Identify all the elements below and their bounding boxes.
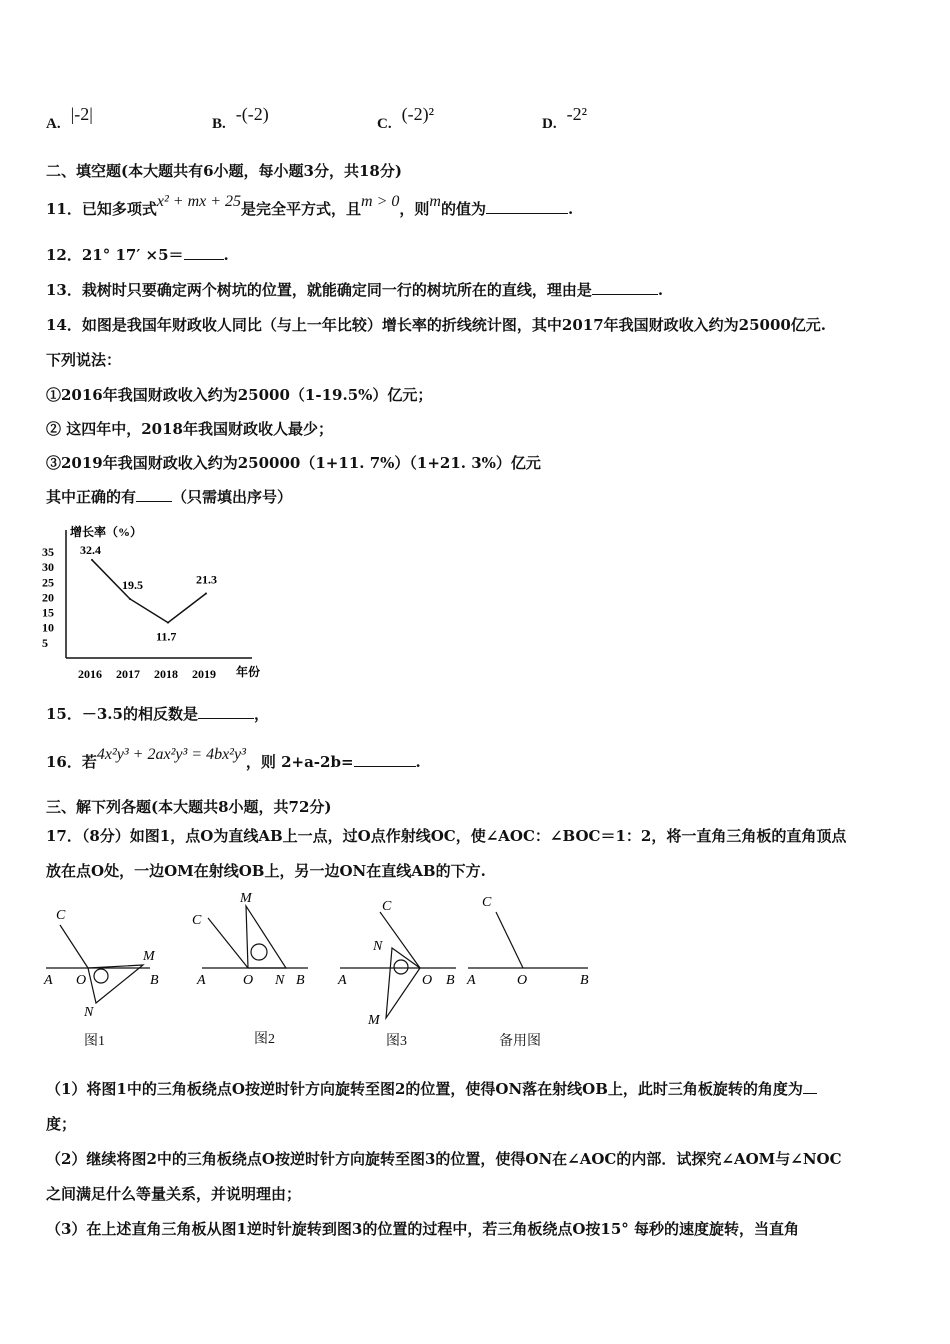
data-point [129,598,131,600]
q14-statement-2: ② 这四年中，2018年我国财政收人最少； [46,420,333,438]
option-b [212,104,269,133]
q17-part-3: （3）在上述直角三角板从图1逆时针旋转到图3的位置的过程中，若三角板绕点O按15° 每秒的速度旋转，当直角 [46,1220,799,1238]
q17-part-1-text: （1）将图1中的三角板绕点O按逆时针方向旋转至图2的位置，使得ON落在射线OB上，此时三角板旋转的角度为 [46,1080,803,1098]
label-c: C [56,908,66,923]
label-o: O [243,973,254,988]
question-11: 11．已知多项式x² + mx + 25是完全平方式，且m > 0，则m的值为 . [46,193,574,218]
q14-statement-3: ③2019年我国财政收入约为250000（1+11. 7%）（1+21. 3%）亿元 [46,454,541,472]
q14-ask [46,487,292,507]
q16-post: ，则 2+a-2b= [245,753,354,771]
q15-text: 15．－3.5的相反数是 [46,705,198,723]
data-label: 11.7 [156,629,177,644]
answer-blank [592,280,658,295]
q16-pre: 16．若 [46,753,97,771]
q17-part-1 [46,1079,817,1099]
question-12: 12．21° 17′ ×5＝ . [46,246,229,264]
label-m: M [143,949,155,964]
label-n: N [84,1005,94,1020]
question-16: 16．若4x²y³ + 2ax²y³ = 4bx²y³，则 2+a-2b= . [46,746,421,771]
q14-prompt: 下列说法： [46,351,122,369]
label-o: O [422,973,433,988]
y-tick-label: 35 [42,545,54,560]
answer-blank [486,199,568,214]
option-d-label: D. [542,116,557,132]
x-tick-label: 2017 [116,667,140,681]
data-point [167,622,169,624]
q17-part-2: （2）继续将图2中的三角板绕点O按逆时针方向旋转至图3的位置，使得ON在∠AOC的内部．试探究∠AOM与∠NOC [46,1150,842,1168]
option-d [542,104,587,133]
series-line [92,560,206,623]
answer-blank [198,704,254,719]
data-label: 19.5 [122,577,143,592]
q11-pre: 11．已知多项式 [46,200,157,218]
option-a-expr: |-2| [70,104,93,124]
label-c: C [192,913,202,928]
x-tick-label: 2016 [78,667,102,681]
label-o: O [517,973,528,988]
growth-rate-line-chart [40,520,270,690]
label-m: M [240,891,252,906]
option-a-label: A. [46,116,61,132]
q11-expr1: x² + mx + 25 [156,193,242,210]
x-tick-label: 2019 [192,667,216,681]
data-label: 32.4 [80,542,101,557]
label-a: A [467,973,476,988]
answer-blank [136,487,172,502]
caption-figure-3: 图3 [386,1034,407,1049]
option-b-expr: -(-2) [235,104,269,124]
data-point [205,593,207,595]
answer-blank [184,245,224,260]
figure-2 [192,891,308,988]
x-axis-label: 年份 [236,665,261,679]
y-tick-label: 30 [42,560,54,575]
answer-blank [354,752,416,767]
data-label: 21.3 [196,572,217,587]
q11-expr2: m > 0 [361,193,400,210]
q11-mid2: ，则 [399,200,430,218]
label-a: A [197,973,206,988]
data-point [91,559,93,561]
q14-statement-1: ①2016年我国财政收入约为25000（1-19.5%）亿元； [46,386,433,404]
caption-figure-1: 图1 [84,1034,105,1049]
q11-mid: 是完全平方式，且 [241,200,362,218]
label-a: A [338,973,347,988]
label-b: B [580,973,589,988]
chart-title: 增长率（%） [70,525,143,539]
q17-part-1-end: 度； [46,1115,77,1133]
y-tick-label: 10 [42,620,54,635]
q11-post: 的值为 [440,200,486,218]
label-b: B [446,973,455,988]
question-15: 15．－3.5的相反数是 ， [46,705,269,723]
option-c-expr: (-2)² [401,104,434,124]
option-c [377,104,434,133]
q11-expr3: m [429,193,441,210]
figure-1 [43,908,159,1020]
q17-part-2-end: 之间满足什么等量关系，并说明理由； [46,1185,302,1203]
q13-text: 13．栽树时只要确定两个树坑的位置，就能确定同一行的树坑所在的直线，理由是 [46,281,592,299]
q14-intro: 14．如图是我国年财政收人同比（与上一年比较）增长率的折线统计图，其中2017年我国财政收入约为25000亿元. [46,316,827,334]
option-c-label: C. [377,116,392,132]
q14-ask-text: 其中正确的有 [46,488,137,506]
section3-heading: 三、解下列各题(本大题共8小题，共72分) [46,798,332,816]
section2-heading: 二、填空题(本大题共有6小题，每小题3分，共18分) [46,162,402,180]
x-tick-label: 2018 [154,667,178,681]
y-tick-label: 15 [42,605,54,620]
label-b: B [150,973,159,988]
label-n: N [275,973,285,988]
q17-line-1: 17．（8分）如图1，点O为直线AB上一点，过O点作射线OC，使∠AOC：∠BOC＝1：2，将一直角三角板的直角顶点 [46,827,847,845]
q12-text: 12．21° 17′ ×5＝ [46,246,184,264]
y-tick-label: 20 [42,590,54,605]
q16-expr: 4x²y³ + 2ax²y³ = 4bx²y³ [96,746,246,763]
caption-figure-2: 图2 [254,1032,275,1047]
option-d-expr: -2² [566,104,587,124]
label-n: N [373,939,383,954]
figure-3 [337,899,456,1028]
answer-blank [803,1079,817,1094]
label-a: A [44,973,53,988]
q17-line-2: 放在点O处，一边OM在射线OB上，另一边ON在直线AB的下方. [46,862,486,880]
question-13: 13．栽树时只要确定两个树坑的位置，就能确定同一行的树坑所在的直线，理由是 . [46,281,664,299]
option-a [46,104,93,133]
option-b-label: B. [212,116,226,132]
label-o: O [76,973,87,988]
caption-spare-figure: 备用图 [499,1034,541,1049]
label-c: C [482,895,492,910]
q14-ask-post: （只需填出序号） [172,488,293,506]
y-tick-label: 5 [42,635,48,650]
y-tick-label: 25 [42,575,54,590]
label-m: M [368,1013,380,1028]
figure-spare [466,895,589,988]
label-b: B [296,973,305,988]
label-c: C [382,899,392,914]
